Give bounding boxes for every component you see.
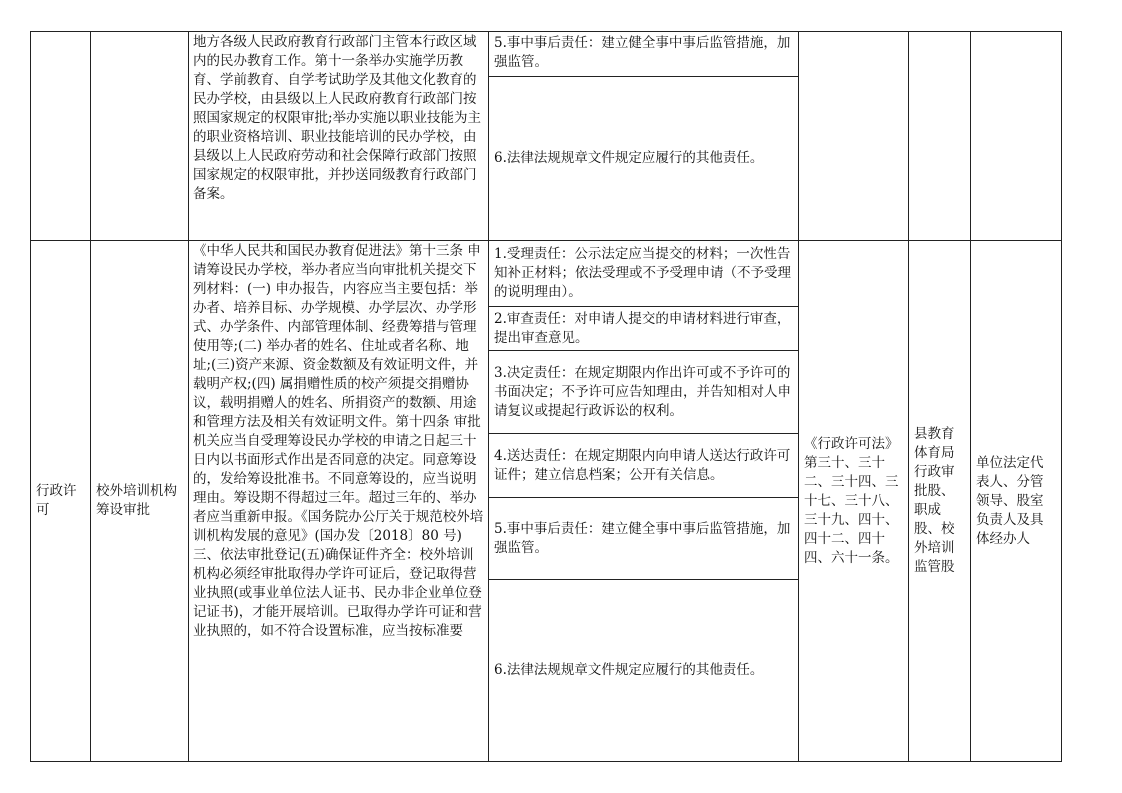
responsible-persons-cell: 单位法定代表人、分管领导、股室负责人及具体经办人 <box>971 241 1062 762</box>
item-name-cell <box>91 32 189 241</box>
responsibility-item: 4.送达责任：在规定期限内向申请人送达行政许可证件；建立信息档案；公开有关信息。 <box>489 434 799 498</box>
responsibility-item: 6.法律法规规章文件规定应履行的其他责任。 <box>489 77 799 241</box>
category-cell <box>31 32 91 241</box>
responsibility-item: 6.法律法规规章文件规定应履行的其他责任。 <box>489 580 799 762</box>
table-row <box>31 32 1062 77</box>
table-row <box>31 241 1062 307</box>
responsibility-item: 1.受理责任：公示法定应当提交的材料；一次性告知补正材料；依法受理或不予受理申请（不予受理的说明理由）。 <box>489 241 799 307</box>
responsibility-item: 3.决定责任：在规定期限内作出许可或不予许可的书面决定；不予许可应告知理由，并告知相对人申请复议或提起行政诉讼的权利。 <box>489 351 799 434</box>
responsibility-item: 2.审查责任：对申请人提交的申请材料进行审查，提出审查意见。 <box>489 307 799 351</box>
basis-cell: 地方各级人民政府教育行政部门主管本行政区域内的民办教育工作。第十一条举办实施学历教育、学前教育、自学考试助学及其他文化教育的民办学校，由县级以上人民政府教育行政部门按照国家规定的权限审批;举办实施以职业技能为主的职业资格培训、职业技能培训的民办学校，由县级以上人民政府劳动和社会保障行政部门按照国家规定的权限审批，并抄送同级教育行政部门备案。 <box>189 32 489 241</box>
accountability-basis-cell <box>799 32 909 241</box>
category-cell: 行政许可 <box>31 241 91 762</box>
responsible-persons-cell <box>971 32 1062 241</box>
responsibility-item: 5.事中事后责任：建立健全事中事后监管措施，加强监管。 <box>489 32 799 77</box>
responsibility-item: 5.事中事后责任：建立健全事中事后监管措施，加强监管。 <box>489 498 799 580</box>
accountability-basis-cell: 《行政许可法》第三十、三十二、三十四、三十七、三十八、三十九、四十、四十二、四十四、六十一条。 <box>799 241 909 762</box>
department-cell: 县教育体育局行政审批股、职成股、校外培训监管股 <box>909 241 971 762</box>
basis-cell: 《中华人民共和国民办教育促进法》第十三条 申请筹设民办学校，举办者应当向审批机关提交下列材料：(一) 申办报告，内容应当主要包括：举办者、培养目标、办学规模、办学层次、办学形式、办学条件、内部管理体制、经费筹措与管理使用等;(二) 举办者的姓名、住址或者名称、地址;(三)资产来源、资金数额及有效证明文件，并载明产权;(四) 属捐赠性质的校产须提交捐赠协议，载明捐赠人的姓名、所捐资产的数额、用途和管理方法及相关有效证明文件。第十四条 审批机关应当自受理筹设民办学校的申请之日起三十日内以书面形式作出是否同意的决定。同意筹设的，发给筹设批准书。不同意筹设的，应当说明理由。筹设期不得超过三年。超过三年的、举办者应当重新申报。《国务院办公厅关于规范校外培训机构发展的意见》(国办发〔2018〕80 号)三、依法审批登记(五)确保证件齐全：校外培训机构必须经审批取得办学许可证后，登记取得营业执照(或事业单位法人证书、民办非企业单位登记证书)，才能开展培训。已取得办学许可证和营业执照的，如不符合设置标准，应当按标准要 <box>189 241 489 762</box>
power-list-table <box>30 31 1062 762</box>
item-name-cell: 校外培训机构筹设审批 <box>91 241 189 762</box>
department-cell <box>909 32 971 241</box>
